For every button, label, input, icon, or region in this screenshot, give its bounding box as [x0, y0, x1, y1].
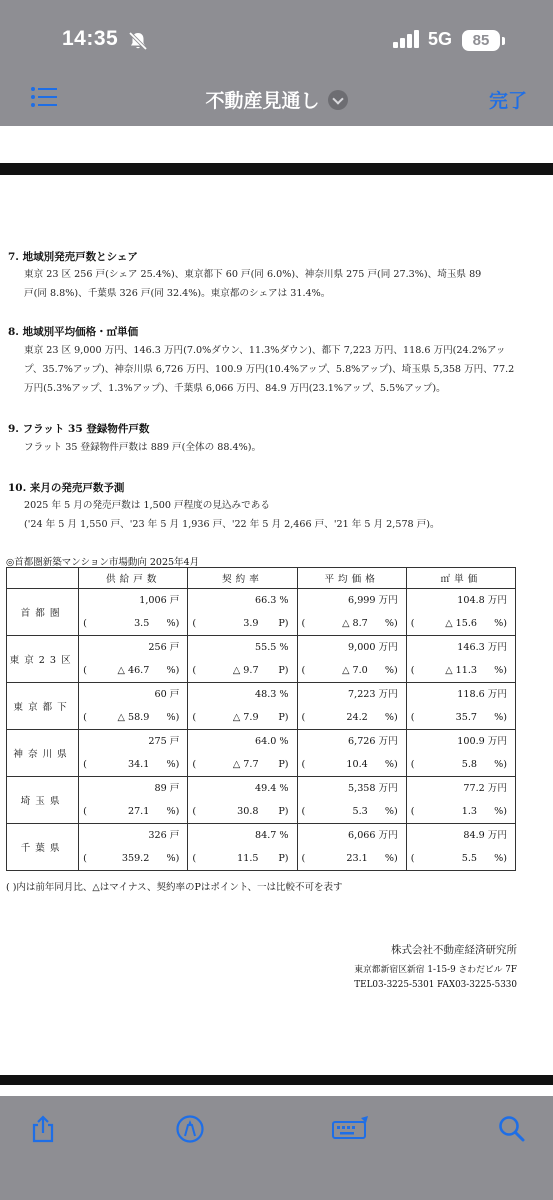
cell-value: 64.0 %	[255, 736, 289, 747]
open-paren: (	[192, 806, 197, 817]
change-value: 23.1	[346, 853, 368, 864]
cell-value: 84.7 %	[255, 830, 289, 841]
table-cell	[406, 777, 515, 824]
cell-change	[298, 753, 406, 776]
open-paren: (	[410, 853, 415, 864]
change-unit: %)	[494, 853, 507, 864]
table-row	[7, 589, 516, 636]
table-row	[7, 730, 516, 777]
cell-value: 77.2 万円	[463, 783, 507, 794]
change-unit: %)	[384, 712, 398, 723]
cell-change	[188, 800, 296, 823]
open-paren: (	[410, 618, 415, 629]
table-cell	[79, 777, 188, 824]
open-paren: (	[410, 759, 415, 770]
section-line: 東京 23 区 9,000 万円、146.3 万円(7.0%ダウン、11.3%ダウン)、都下 7,223 万円、118.6 万円(24.2%アッ	[24, 345, 506, 356]
change-value: △ 9.7	[232, 665, 259, 676]
network-type: 5G	[428, 29, 453, 49]
cell-value: 5,358 万円	[348, 783, 398, 794]
cell-value: 6,066 万円	[348, 830, 398, 841]
section-body	[24, 341, 514, 398]
publisher-address: 東京都新宿区新宿 1-15-9 さわだビル 7F	[354, 965, 517, 975]
cell-value: 1,006 戸	[139, 595, 180, 606]
page-separator-bottom	[0, 1075, 553, 1085]
search-icon[interactable]	[497, 1114, 527, 1144]
table-note: ( )内は前年同月比、△はマイナス、契約率のPはポイント、一は比較不可を表す	[6, 882, 343, 893]
cell-value: 326 戸	[148, 830, 180, 841]
change-value: 5.5	[461, 853, 477, 864]
table-cell	[297, 824, 406, 871]
change-unit: %)	[166, 853, 180, 864]
change-unit: %)	[166, 618, 180, 629]
change-value: △ 46.7	[117, 665, 150, 676]
table-cell	[297, 589, 406, 636]
cell-change	[407, 659, 515, 682]
open-paren: (	[83, 618, 87, 629]
table-cell	[297, 730, 406, 777]
cell-change	[407, 800, 515, 823]
cell-change	[407, 612, 515, 635]
done-button[interactable]: 完了	[488, 91, 527, 112]
table-cell	[297, 777, 406, 824]
section-line: 戸(同 8.8%)、千葉県 326 戸(同 32.4%)。東京都のシェアは 31.4%。	[24, 288, 331, 299]
open-paren: (	[192, 665, 197, 676]
table-caption: ◎首都圏新築マンション市場動向 2025年4月	[6, 557, 200, 568]
change-value: △ 15.6	[445, 618, 477, 629]
section-title: 10. 来月の発売戸数予測	[8, 482, 125, 494]
section-title: 9. フラット 35 登録物件戸数	[8, 423, 150, 435]
publisher-tel: TEL03-3225-5301 FAX03-3225-5330	[354, 980, 517, 990]
open-paren: (	[301, 618, 306, 629]
change-unit: %)	[166, 665, 180, 676]
open-paren: (	[83, 712, 87, 723]
cell-value: 100.9 万円	[457, 736, 507, 747]
table-cell	[188, 777, 297, 824]
nav-title-text: 不動産見通し	[205, 91, 320, 112]
change-value: 35.7	[455, 712, 477, 723]
cell-change	[407, 706, 515, 729]
area-label: 千葉県	[7, 824, 79, 871]
change-value: 1.3	[461, 806, 477, 817]
cell-value: 66.3 %	[255, 595, 289, 606]
open-paren: (	[192, 618, 197, 629]
change-value: △ 8.7	[342, 618, 368, 629]
cell-value: 6,726 万円	[348, 736, 398, 747]
open-paren: (	[410, 665, 415, 676]
change-unit: %)	[494, 759, 507, 770]
status-time: 14:35	[62, 27, 119, 50]
change-unit: %)	[494, 618, 507, 629]
change-unit: %)	[384, 806, 398, 817]
table-header: 契約率	[188, 568, 297, 589]
table-cell	[188, 589, 297, 636]
change-unit: %)	[384, 759, 398, 770]
area-label: 埼玉県	[7, 777, 79, 824]
cell-change	[298, 706, 406, 729]
change-unit: P)	[278, 853, 289, 864]
cell-value: 84.9 万円	[463, 830, 507, 841]
change-unit: %)	[166, 712, 180, 723]
table-header	[7, 568, 79, 589]
section-body	[24, 265, 481, 303]
signal-icon	[392, 29, 422, 49]
change-value: 3.9	[243, 618, 259, 629]
chevron-down-icon[interactable]	[328, 90, 348, 110]
page-separator-top	[0, 163, 553, 175]
section-title: 8. 地域別平均価格・㎡単価	[8, 326, 139, 338]
area-label: 神奈川県	[7, 730, 79, 777]
share-icon[interactable]	[28, 1114, 58, 1144]
change-value: △ 7.0	[342, 665, 368, 676]
nav-title[interactable]	[0, 86, 553, 113]
change-unit: P)	[278, 712, 289, 723]
cell-value: 275 戸	[148, 736, 180, 747]
cell-value: 6,999 万円	[348, 595, 398, 606]
change-value: 359.2	[121, 853, 150, 864]
change-value: 27.1	[127, 806, 150, 817]
change-unit: %)	[166, 759, 180, 770]
document-page	[0, 175, 553, 1075]
section-body	[24, 438, 261, 457]
open-paren: (	[83, 759, 87, 770]
cell-value: 104.8 万円	[457, 595, 507, 606]
section-line: 2025 年 5 月の発売戸数は 1,500 戸程度の見込みである	[24, 500, 270, 511]
top-chrome	[0, 0, 553, 126]
table-cell	[79, 824, 188, 871]
change-value: 3.5	[134, 618, 150, 629]
table-row	[7, 824, 516, 871]
change-unit: P)	[278, 759, 289, 770]
area-label: 東京都下	[7, 683, 79, 730]
table-header: ㎡単価	[406, 568, 515, 589]
open-paren: (	[410, 806, 415, 817]
change-unit: P)	[278, 665, 289, 676]
cell-change	[79, 753, 187, 776]
cell-change	[79, 800, 187, 823]
open-paren: (	[83, 806, 87, 817]
open-paren: (	[301, 806, 306, 817]
cell-value: 118.6 万円	[457, 689, 507, 700]
open-paren: (	[192, 759, 197, 770]
change-value: 10.4	[346, 759, 368, 770]
section-line: プ、35.7%アップ)、神奈川県 6,726 万円、100.9 万円(10.4%アップ、5.8%アップ)、埼玉県 5,358 万円、77.2	[24, 364, 515, 375]
open-paren: (	[301, 759, 306, 770]
change-unit: P)	[278, 618, 289, 629]
area-label: 首都圏	[7, 589, 79, 636]
open-paren: (	[301, 712, 306, 723]
change-value: 11.5	[237, 853, 259, 864]
battery-level: 85	[462, 30, 500, 51]
cell-value: 60 戸	[154, 689, 180, 700]
bell-slash-icon	[127, 30, 149, 52]
table-cell	[297, 683, 406, 730]
cell-change	[188, 612, 296, 635]
section-line: フラット 35 登録物件戸数は 889 戸(全体の 88.4%)。	[24, 442, 262, 453]
cell-value: 48.3 %	[255, 689, 289, 700]
table-cell	[79, 683, 188, 730]
change-unit: %)	[494, 712, 507, 723]
cell-change	[298, 847, 406, 870]
change-value: △ 11.3	[445, 665, 477, 676]
table-row	[7, 683, 516, 730]
battery-cap	[502, 37, 505, 45]
change-value: △ 7.9	[232, 712, 259, 723]
table-cell	[406, 730, 515, 777]
cell-change	[79, 659, 187, 682]
open-paren: (	[192, 853, 197, 864]
table-cell	[406, 589, 515, 636]
keyboard-icon[interactable]	[331, 1114, 371, 1144]
cell-change	[298, 659, 406, 682]
table-cell	[79, 730, 188, 777]
markup-icon[interactable]	[175, 1114, 205, 1144]
cell-change	[188, 706, 296, 729]
area-label: 東京23区	[7, 636, 79, 683]
cell-change	[188, 659, 296, 682]
cell-change	[79, 706, 187, 729]
change-value: 30.8	[237, 806, 259, 817]
change-unit: %)	[384, 618, 398, 629]
table-header-row	[7, 568, 516, 589]
table-row	[7, 636, 516, 683]
cell-change	[79, 847, 187, 870]
table-cell	[406, 824, 515, 871]
change-value: 5.8	[461, 759, 477, 770]
change-value: △ 7.7	[232, 759, 259, 770]
table-cell	[188, 824, 297, 871]
cell-change	[298, 612, 406, 635]
table-cell	[79, 636, 188, 683]
table-cell	[79, 589, 188, 636]
cell-change	[79, 612, 187, 635]
change-unit: %)	[494, 665, 507, 676]
table-cell	[188, 730, 297, 777]
cell-value: 256 戸	[148, 642, 180, 653]
open-paren: (	[192, 712, 197, 723]
table-row	[7, 777, 516, 824]
cell-value: 7,223 万円	[348, 689, 398, 700]
section-line: 万円(5.3%アップ、1.3%アップ)、千葉県 6,066 万円、84.9 万円(23.1%アップ、5.5%アップ)。	[24, 383, 446, 394]
table-cell	[406, 636, 515, 683]
open-paren: (	[410, 712, 415, 723]
cell-change	[407, 847, 515, 870]
cell-value: 55.5 %	[255, 642, 289, 653]
publisher-name: 株式会社不動産経済研究所	[391, 944, 517, 956]
change-unit: %)	[384, 665, 398, 676]
cell-value: 89 戸	[154, 783, 180, 794]
open-paren: (	[83, 853, 87, 864]
table-header: 供給戸数	[79, 568, 188, 589]
change-unit: %)	[384, 853, 398, 864]
cell-change	[188, 847, 296, 870]
cell-value: 49.4 %	[255, 783, 289, 794]
change-value: 24.2	[346, 712, 368, 723]
open-paren: (	[301, 853, 306, 864]
section-line: ('24 年 5 月 1,550 戸、'23 年 5 月 1,936 戸、'22 年 5 月 2,466 戸、'21 年 5 月 2,578 戸)。	[24, 519, 440, 530]
open-paren: (	[83, 665, 87, 676]
change-value: △ 58.9	[117, 712, 150, 723]
change-unit: %)	[166, 806, 180, 817]
change-value: 5.3	[352, 806, 368, 817]
section-body	[24, 496, 440, 534]
section-line: 東京 23 区 256 戸(シェア 25.4%)、東京都下 60 戸(同 6.0%)、神奈川県 275 戸(同 27.3%)、埼玉県 89	[24, 269, 482, 280]
bottom-toolbar	[0, 1096, 553, 1200]
cell-value: 146.3 万円	[457, 642, 507, 653]
cell-change	[298, 800, 406, 823]
table-cell	[188, 636, 297, 683]
cell-change	[188, 753, 296, 776]
open-paren: (	[301, 665, 306, 676]
change-value: 34.1	[127, 759, 150, 770]
market-table	[6, 567, 516, 871]
table-header: 平均価格	[297, 568, 406, 589]
cell-value: 9,000 万円	[348, 642, 398, 653]
section-title: 7. 地域別発売戸数とシェア	[8, 251, 138, 263]
table-cell	[297, 636, 406, 683]
table-cell	[406, 683, 515, 730]
table-cell	[188, 683, 297, 730]
change-unit: P)	[278, 806, 289, 817]
cell-change	[407, 753, 515, 776]
change-unit: %)	[494, 806, 507, 817]
